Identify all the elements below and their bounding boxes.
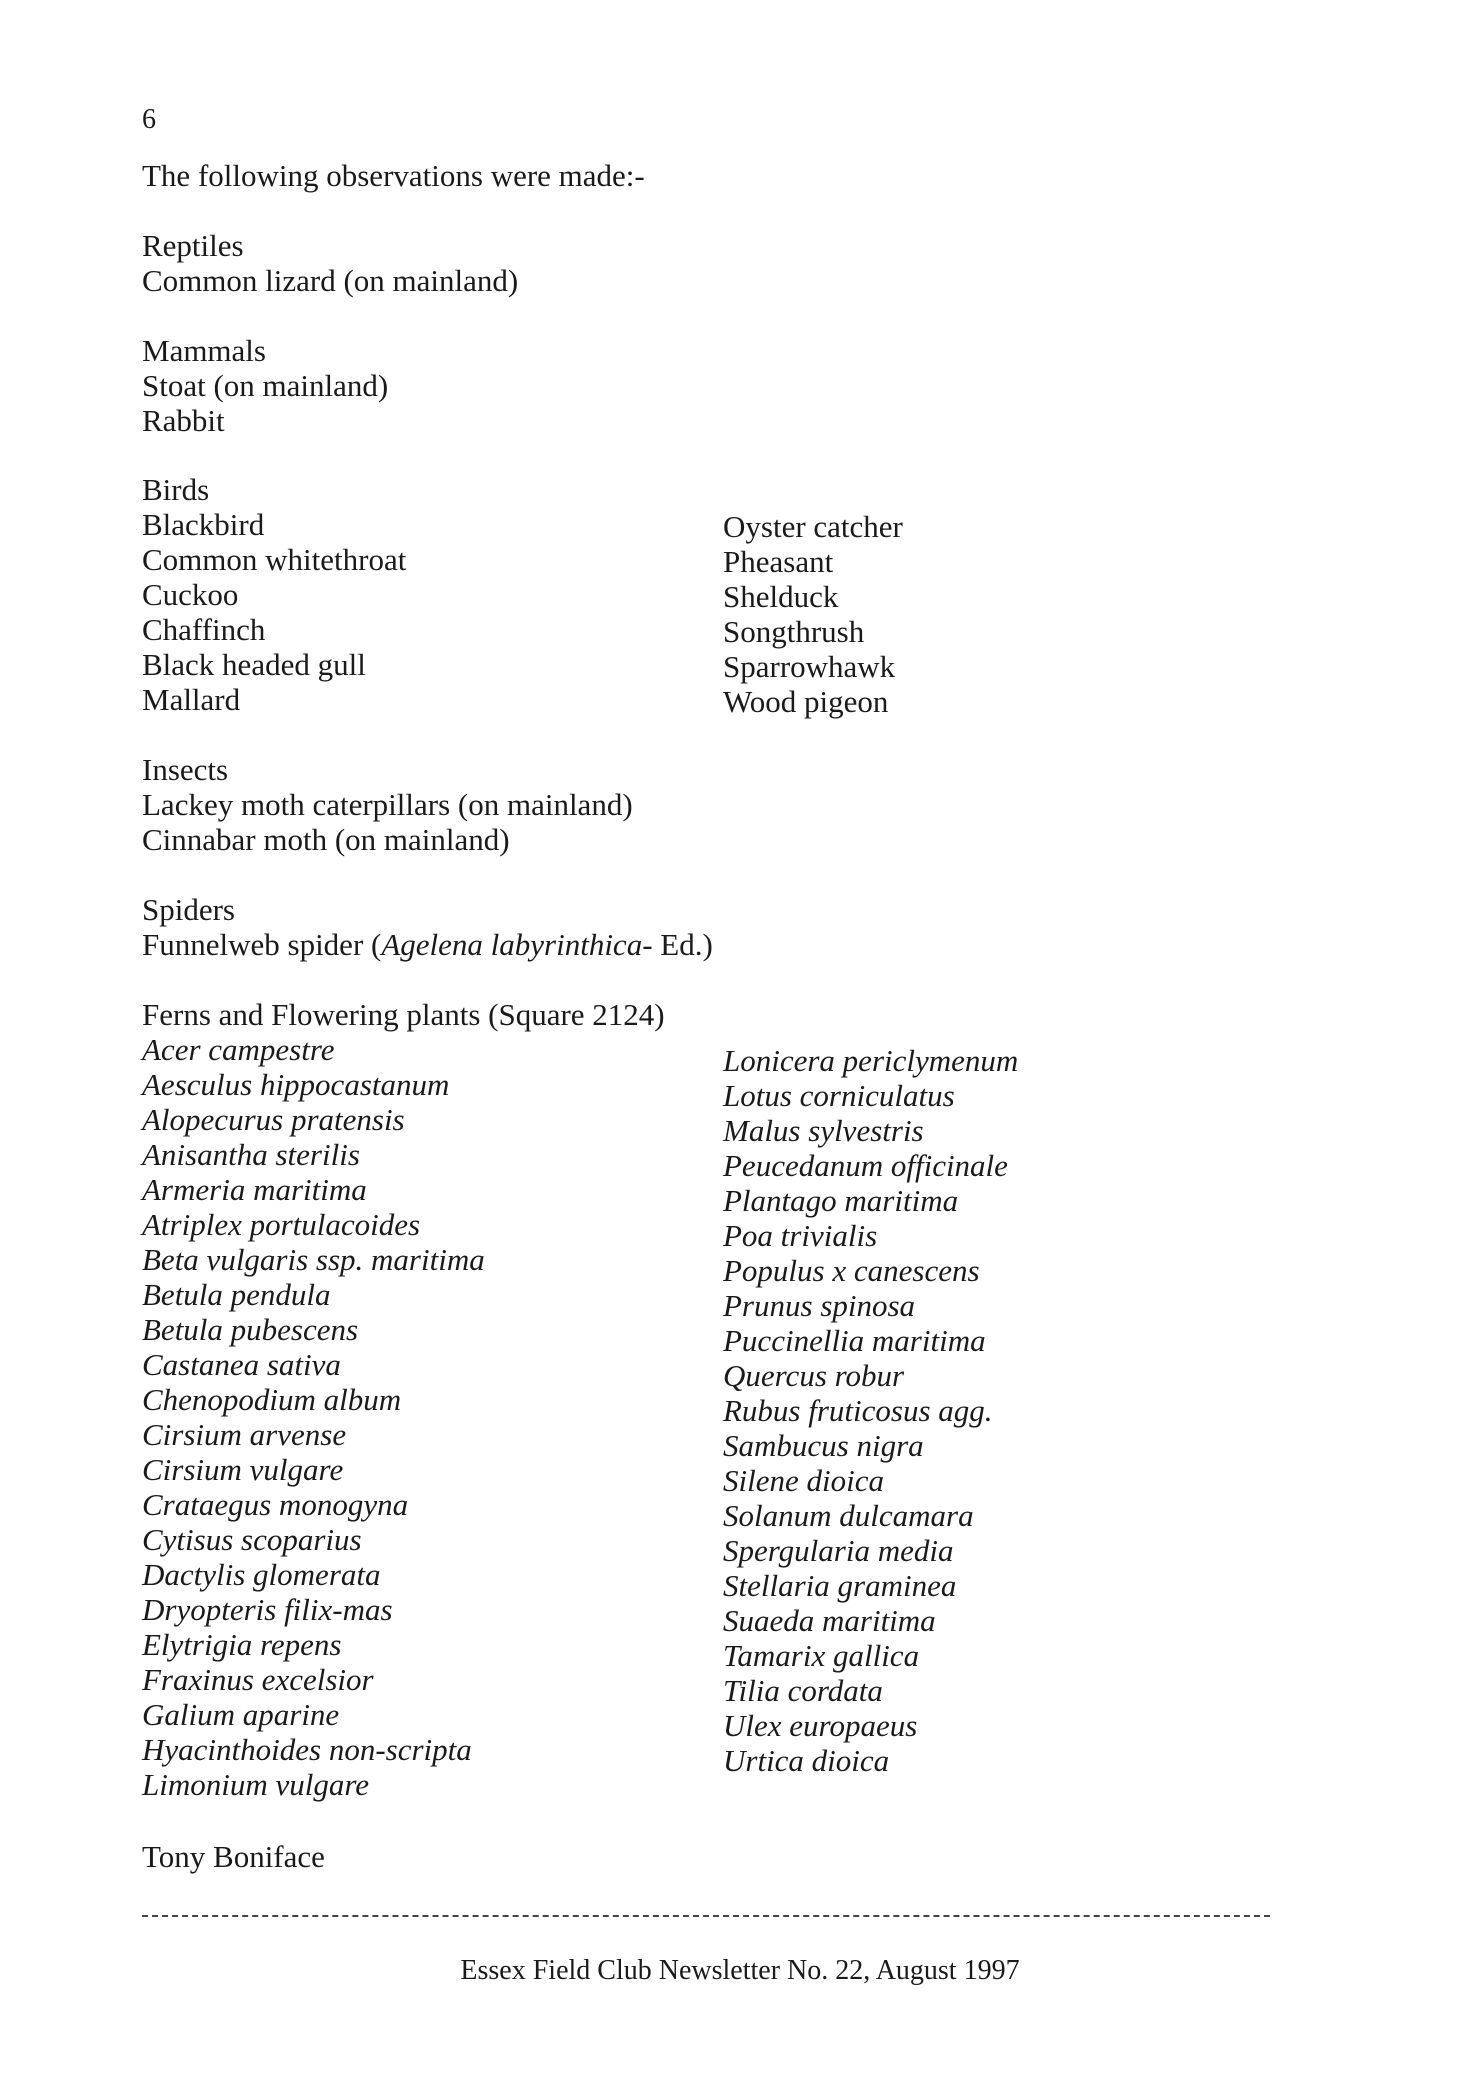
birds-item: Black headed gull: [142, 647, 366, 682]
plant-item: Betula pubescens: [142, 1312, 359, 1347]
plants-list-left: [142, 1032, 485, 1802]
plant-item: Acer campestre: [142, 1032, 335, 1067]
intro-text: The following observations were made:-: [142, 158, 645, 193]
plant-item: Alopecurus pratensis: [142, 1102, 405, 1137]
plant-item: Puccinellia maritima: [723, 1323, 986, 1358]
insects-item: Cinnabar moth (on mainland): [142, 822, 510, 857]
plant-item: Tamarix gallica: [723, 1638, 920, 1673]
spiders-item-species: Agelena labyrinthica: [381, 927, 643, 962]
plant-item: Crataegus monogyna: [142, 1487, 409, 1522]
plant-item: Cirsium vulgare: [142, 1452, 344, 1487]
plant-item: Prunus spinosa: [723, 1288, 916, 1323]
birds-item: Pheasant: [723, 544, 834, 579]
mammals-heading: Mammals: [142, 333, 266, 368]
plant-item: Armeria maritima: [142, 1172, 367, 1207]
plant-item: Dactylis glomerata: [142, 1557, 381, 1592]
plant-item: Stellaria graminea: [723, 1568, 957, 1603]
birds-item: Cuckoo: [142, 577, 239, 612]
birds-item: Oyster catcher: [723, 509, 903, 544]
plant-item: Quercus robur: [723, 1358, 905, 1393]
plant-item: Fraxinus excelsior: [142, 1662, 374, 1697]
plant-item: Ulex europaeus: [723, 1708, 918, 1743]
birds-item: Wood pigeon: [723, 684, 889, 719]
plant-item: Limonium vulgare: [142, 1767, 370, 1802]
birds-heading: Birds: [142, 472, 210, 507]
plant-item: Tilia cordata: [723, 1673, 883, 1708]
plant-item: Castanea sativa: [142, 1347, 341, 1382]
plant-item: Silene dioica: [723, 1463, 884, 1498]
mammals-item: Stoat (on mainland): [142, 368, 389, 403]
plant-item: Galium aparine: [142, 1697, 340, 1732]
spiders-item-suffix: - Ed.): [642, 927, 713, 962]
birds-item: Common whitethroat: [142, 542, 407, 577]
plant-item: Peucedanum officinale: [723, 1148, 1008, 1183]
footer-divider: [142, 1915, 1270, 1917]
author-signature: Tony Boniface: [142, 1839, 325, 1874]
plant-item: Solanum dulcamara: [723, 1498, 974, 1533]
spiders-item-prefix: Funnelweb spider (: [142, 927, 382, 962]
plant-item: Hyacinthoides non-scripta: [142, 1732, 472, 1767]
plant-item: Elytrigia repens: [142, 1627, 342, 1662]
spiders-item: [142, 927, 713, 962]
plant-item: Atriplex portulacoides: [142, 1207, 421, 1242]
insects-item: Lackey moth caterpillars (on mainland): [142, 787, 633, 822]
birds-item: Chaffinch: [142, 612, 266, 647]
plant-item: Suaeda maritima: [723, 1603, 936, 1638]
plants-list-right: [723, 1043, 1018, 1778]
footer-citation: Essex Field Club Newsletter No. 22, August 1997: [460, 1955, 1020, 1986]
birds-item: Shelduck: [723, 579, 839, 614]
insects-heading: Insects: [142, 752, 229, 787]
plant-item: Lonicera periclymenum: [723, 1043, 1019, 1078]
plant-item: Lotus corniculatus: [723, 1078, 955, 1113]
plant-item: Rubus fruticosus agg.: [723, 1393, 993, 1428]
plant-item: Sambucus nigra: [723, 1428, 924, 1463]
plant-item: Cirsium arvense: [142, 1417, 347, 1452]
birds-item: Sparrowhawk: [723, 649, 896, 684]
plant-item: Spergularia media: [723, 1533, 954, 1568]
plant-item: Betula pendula: [142, 1277, 331, 1312]
plant-item: Beta vulgaris ssp. maritima: [142, 1242, 485, 1277]
plant-item: Aesculus hippocastanum: [142, 1067, 450, 1102]
plant-item: Urtica dioica: [723, 1743, 890, 1778]
plant-item: Plantago maritima: [723, 1183, 959, 1218]
plants-heading: Ferns and Flowering plants (Square 2124): [142, 997, 665, 1032]
plant-item: Dryopteris filix-mas: [142, 1592, 393, 1627]
plant-item: Cytisus scoparius: [142, 1522, 362, 1557]
birds-item: Blackbird: [142, 507, 265, 542]
page-number: 6: [142, 104, 156, 135]
reptiles-item: Common lizard (on mainland): [142, 263, 519, 298]
plant-item: Anisantha sterilis: [142, 1137, 360, 1172]
plant-item: Malus sylvestris: [723, 1113, 924, 1148]
plant-item: Populus x canescens: [723, 1253, 980, 1288]
birds-item: Mallard: [142, 682, 241, 717]
spiders-heading: Spiders: [142, 892, 235, 927]
birds-item: Songthrush: [723, 614, 865, 649]
mammals-item: Rabbit: [142, 403, 225, 438]
plant-item: Poa trivialis: [723, 1218, 878, 1253]
plant-item: Chenopodium album: [142, 1382, 402, 1417]
reptiles-heading: Reptiles: [142, 228, 244, 263]
